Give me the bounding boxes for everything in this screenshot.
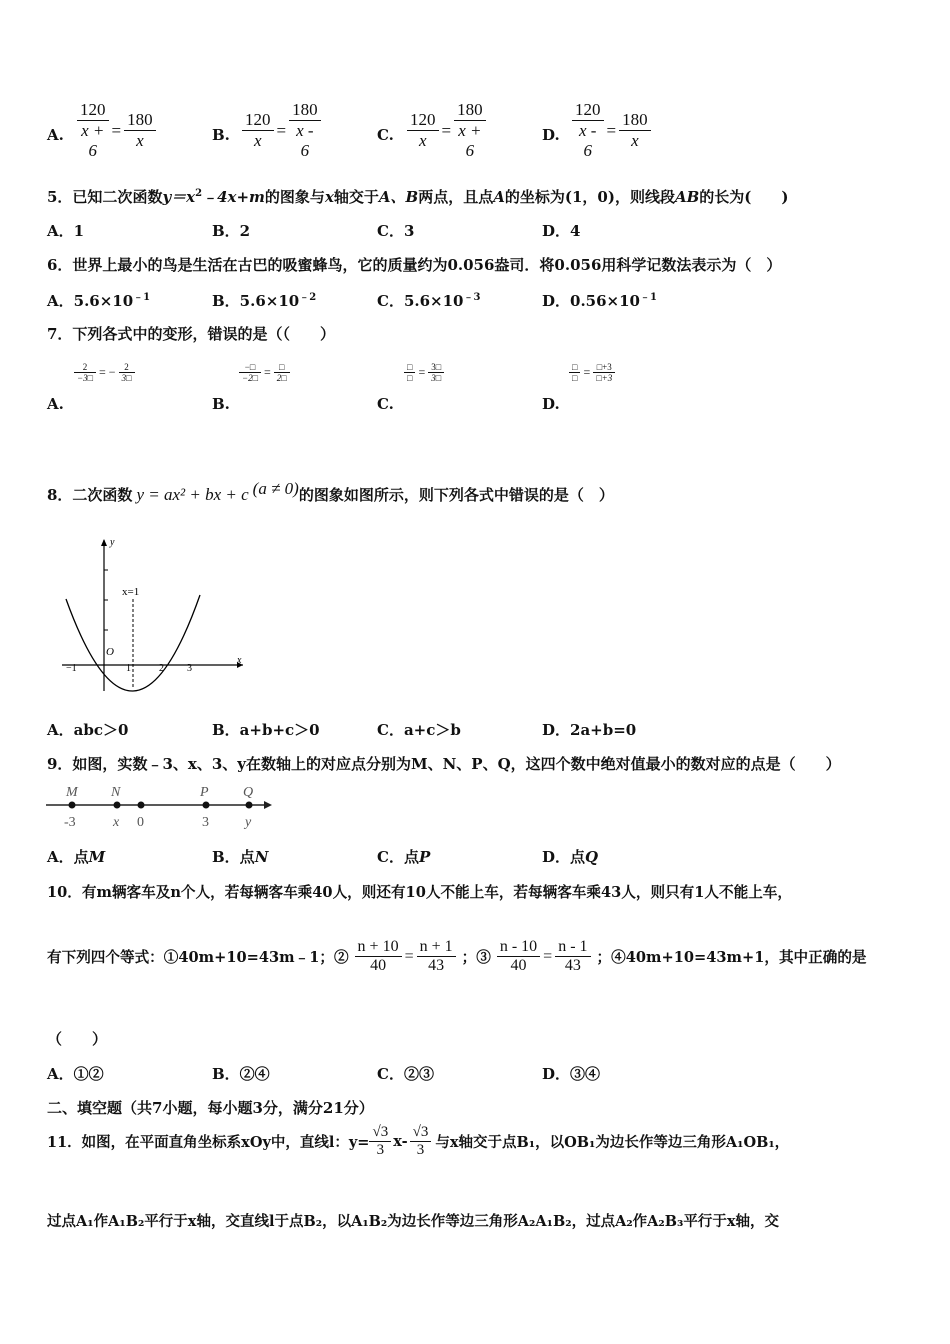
denominator: −2□	[239, 372, 261, 383]
q5-option-b[interactable]: B．2	[212, 222, 251, 240]
point-p-dot	[203, 802, 210, 809]
numerator: 180	[292, 100, 318, 119]
numerator: 2	[124, 362, 129, 372]
q5-var: AB	[674, 188, 700, 206]
numerator: □	[279, 362, 285, 372]
q5-text: 5．已知二次函数	[47, 188, 163, 206]
numerator: 120	[245, 110, 271, 129]
q11-text: 与x轴交于点B₁，以OB₁为边长作等边三角形A₁OB₁，	[435, 1134, 790, 1151]
q5-text: 轴交于	[333, 188, 379, 206]
tick-label: 3	[187, 663, 192, 674]
q7-option-a[interactable]: A.	[47, 395, 64, 413]
denominator: x	[242, 130, 274, 151]
q6-option-b[interactable]	[212, 288, 316, 311]
q5-func-sup: 2	[195, 188, 203, 199]
q7-option-b[interactable]: B.	[212, 395, 230, 413]
denominator: □+3	[593, 372, 615, 383]
q5-option-a[interactable]: A．1	[47, 222, 85, 240]
point-p-label: P	[200, 785, 209, 800]
q10-stem-line2	[47, 938, 867, 975]
q7-formula-c	[404, 362, 444, 383]
q5-stem	[47, 186, 789, 207]
point-q-dot	[246, 802, 253, 809]
option-text: D．点	[542, 848, 586, 866]
q10-stem-line1: 10．有m辆客车及n个人，若每辆客车乘40人，则还有10人不能上车，若每辆客车乘43人，则只有1人不能上车，	[47, 884, 792, 901]
q6-option-c[interactable]	[377, 288, 480, 311]
option-exp: ﹣2	[299, 292, 317, 303]
q11-text: 11．如图，在平面直角坐标系xOy中，直线l：y=	[47, 1134, 370, 1151]
q8-stem	[47, 478, 614, 505]
q5-option-d[interactable]: D．4	[542, 222, 581, 240]
q5-var: A、B	[378, 188, 419, 206]
q7-formula-a	[74, 362, 135, 383]
point-n-dot	[114, 802, 121, 809]
numerator: □+3	[596, 362, 612, 372]
option-text: A．5.6×10	[47, 292, 134, 310]
q9-option-d[interactable]	[542, 846, 598, 867]
tick-label: 2	[159, 663, 164, 674]
y-axis-label: y	[110, 537, 115, 548]
tick-label: −1	[66, 663, 77, 674]
q6-option-d[interactable]	[542, 288, 657, 311]
symmetry-axis-label: x=1	[122, 586, 140, 598]
q11-stem-line1	[47, 1124, 789, 1159]
equals: =	[418, 365, 426, 379]
q7-stem: 7．下列各式中的变形，错误的是（（ ）	[47, 325, 335, 343]
q8-option-a[interactable]: A．abc＞0	[47, 721, 129, 739]
q10-equation-2: $\frac{n + 10}{40}$ = $\frac{n + 1}{43}$	[355, 938, 456, 975]
q8-option-d[interactable]: D．2a+b=0	[542, 721, 637, 739]
option-text: B．点	[212, 848, 255, 866]
numerator: n - 1	[558, 938, 588, 955]
q5-text: 的长为( )	[699, 188, 789, 206]
q9-option-a[interactable]	[47, 846, 105, 867]
equals: =	[264, 365, 271, 379]
numerator: 120	[410, 110, 436, 129]
numerator: n + 10	[357, 938, 399, 955]
q7-formula-d	[569, 362, 615, 383]
q10-equation-3: $\frac{n - 10}{40}$ = $\frac{n - 1}{43}$	[497, 938, 591, 975]
origin-label: O	[106, 646, 114, 658]
q6-option-a[interactable]	[47, 288, 150, 311]
numerator: n + 1	[419, 938, 453, 955]
q11-text: x-	[393, 1133, 408, 1150]
q5-var: x	[324, 188, 334, 206]
q8-option-c[interactable]: C．a+c＞b	[377, 721, 461, 739]
option-text: C．点	[377, 848, 419, 866]
numerator: −□	[244, 362, 256, 372]
tick-label: 1	[126, 663, 131, 674]
option-text: B．5.6×10	[212, 292, 300, 310]
denominator: 43	[417, 956, 456, 975]
denominator: □	[569, 372, 580, 383]
option-exp: ﹣1	[639, 292, 657, 303]
q7-option-d[interactable]: D.	[542, 395, 560, 413]
q10-option-c[interactable]: C．②③	[377, 1065, 434, 1083]
q10-text: 有下列四个等式：①40m+10=43m﹣1；②	[47, 949, 349, 966]
point-q-value: y	[245, 815, 252, 830]
denominator: x - 6	[572, 120, 604, 161]
denominator: x - 6	[289, 120, 321, 161]
q7-option-c[interactable]: C.	[377, 395, 394, 413]
q10-text: ；④40m+10=43m+1，其中正确的是	[596, 949, 867, 966]
q6-stem: 6．世界上最小的鸟是生活在古巴的吸蜜蜂鸟，它的质量约为0.056盎司．将0.056用科学记数法表示为（ ）	[47, 256, 782, 274]
q9-option-b[interactable]	[212, 846, 268, 867]
q11-stem-line2: 过点A₁作A₁B₂平行于x轴，交直线l于点B₂，以A₁B₂为边长作等边三角形A₂A₁B₂，过点A₂作A₂B₃平行于x轴，交	[47, 1213, 780, 1230]
denominator: 2□	[274, 372, 290, 383]
option-text: A．点	[47, 848, 89, 866]
q8-parabola-graph	[58, 535, 248, 695]
denominator: x	[124, 130, 156, 151]
numerator: 2	[82, 362, 88, 372]
q8-text: 的图象如图所示，则下列各式中错误的是（ ）	[298, 486, 614, 504]
zero-dot	[138, 802, 145, 809]
section-heading: 二、填空题（共7小题，每小题3分，满分21分）	[47, 1099, 374, 1117]
denominator: 3	[410, 1141, 432, 1159]
number-line-arrow	[264, 801, 272, 809]
q10-option-b[interactable]: B．②④	[212, 1065, 270, 1083]
q9-option-c[interactable]	[377, 846, 430, 867]
option-point: N	[254, 848, 269, 866]
q8-formula: y = ax² + bx + c	[136, 484, 249, 504]
point-m-value: -3	[64, 815, 76, 830]
option-text: C．5.6×10	[377, 292, 464, 310]
point-q-label: Q	[243, 785, 254, 800]
zero-value: 0	[137, 815, 144, 830]
denominator: x	[619, 130, 651, 151]
denominator: −3□	[74, 372, 96, 383]
numerator: 120	[80, 100, 106, 119]
option-point: Q	[585, 848, 599, 866]
numerator: √3	[372, 1124, 389, 1140]
option-label: D.	[542, 126, 560, 144]
option-exp: ﹣3	[463, 292, 481, 303]
q9-number-line	[44, 780, 279, 832]
numerator: 3□	[431, 362, 442, 372]
q5-func-rest: ﹣4x+m	[202, 188, 265, 206]
numerator: n - 10	[499, 938, 538, 955]
q5-text: 两点，且点	[418, 188, 494, 206]
q8-text: 8．二次函数	[47, 486, 133, 504]
point-m-dot	[69, 802, 76, 809]
q10-text: ；③	[461, 949, 491, 966]
option-text: D．0.56×10	[542, 292, 640, 310]
denominator: □	[404, 372, 415, 383]
q10-option-d[interactable]: D．③④	[542, 1065, 601, 1083]
denominator: x + 6	[77, 120, 109, 161]
denominator: x + 6	[454, 120, 486, 161]
option-label: C.	[377, 126, 394, 144]
numerator: 180	[457, 100, 483, 119]
q8-condition: (a ≠ 0)	[252, 478, 299, 498]
y-axis-arrow	[101, 539, 107, 546]
point-n-label: N	[111, 785, 121, 800]
option-label: B.	[212, 126, 230, 144]
point-n-value: x	[113, 815, 120, 830]
option-label: A.	[47, 126, 64, 144]
denominator: 3	[369, 1141, 391, 1159]
numerator: □	[407, 362, 413, 372]
q9-stem: 9．如图，实数﹣3、x、3、y在数轴上的对应点分别为M、N、P、Q，这四个数中绝对值最小的数对应的点是（ ）	[47, 755, 841, 773]
q10-option-a[interactable]: A．①②	[47, 1065, 104, 1083]
x-axis-label: x	[237, 655, 242, 666]
q5-text: 的图象与	[264, 188, 325, 206]
numerator: 180	[622, 110, 648, 129]
numerator: √3	[412, 1124, 429, 1140]
denominator: 3□	[428, 372, 444, 383]
denominator: 40	[355, 956, 402, 975]
q5-option-c[interactable]: C．3	[377, 222, 415, 240]
denominator: x	[407, 130, 439, 151]
q4-options: A. $\frac{120}{x + 6}$ = $\frac{180}{x}$ B. $\frac{120}{x}$ = $\frac{180}{x - 6}$ C. $\frac{120}{x}$ = $\frac{180}{x + 6}$ D. $\frac{120}{x - 6}$ = $\frac{180}{x}$	[47, 100, 927, 152]
point-p-value: 3	[202, 815, 209, 830]
q5-text: 的坐标为(1，0)，则线段	[504, 188, 675, 206]
q8-option-b[interactable]: B．a+b+c＞0	[212, 721, 320, 739]
numerator: 120	[575, 100, 601, 119]
denominator: 43	[555, 956, 590, 975]
equals: =	[583, 365, 591, 379]
option-exp: ﹣1	[133, 292, 151, 303]
q10-answer-blank: （ ）	[47, 1030, 108, 1048]
option-point: P	[418, 848, 431, 866]
equals: = −	[99, 365, 116, 379]
q7-formula-b	[239, 362, 290, 383]
numerator: 180	[127, 110, 153, 129]
point-m-label: M	[66, 785, 78, 800]
numerator: □	[572, 362, 578, 372]
q5-func: y＝x	[162, 188, 196, 206]
denominator: 3□	[119, 372, 135, 383]
option-point: M	[88, 848, 106, 866]
q5-var: A	[493, 188, 505, 206]
denominator: 40	[497, 956, 540, 975]
